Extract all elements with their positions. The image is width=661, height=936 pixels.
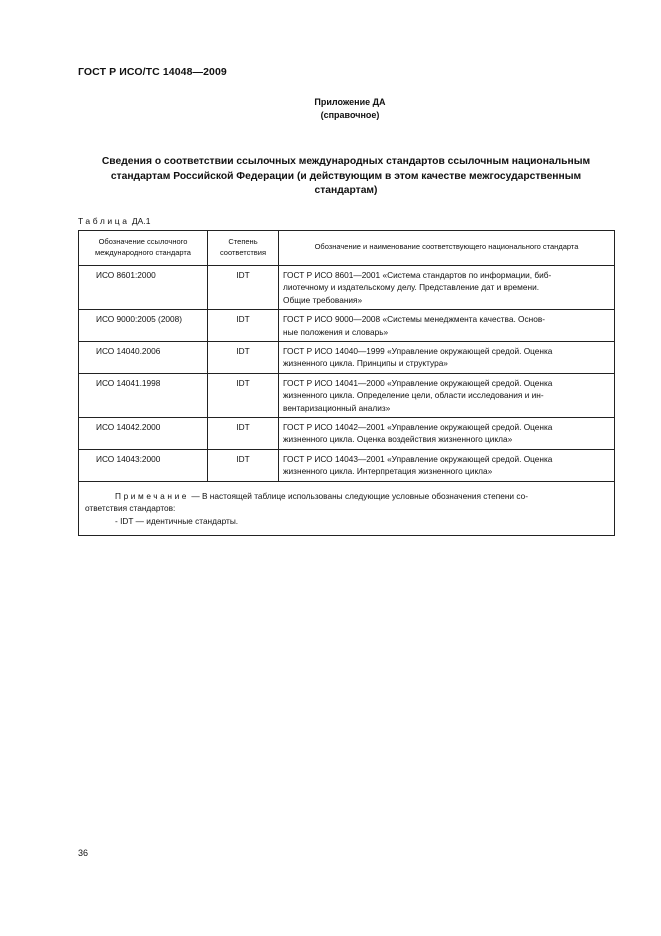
table-caption-number: ДА.1: [131, 216, 151, 226]
header-degree: Степень соответствия: [208, 231, 279, 266]
header-intl-standard: Обозначение ссылочного международного стандарта: [79, 231, 208, 266]
intl-standard-cell: ИСО 8601:2000: [79, 266, 208, 310]
table-caption: [78, 216, 150, 226]
standards-table: [78, 230, 615, 536]
degree-cell: IDT: [208, 373, 279, 417]
national-standard-cell: ГОСТ Р ИСО 14041—2000 «Управление окружающей средой. Оценка жизненного цикла. Определение цели, области исследования и ин- вентаризационный анализ»: [279, 373, 615, 417]
intl-standard-cell: ИСО 9000:2005 (2008): [79, 310, 208, 342]
section-title-line: стандартам Российской Федерации (и действующим в этом качестве межгосударственным: [110, 170, 582, 182]
section-title-line: Сведения о соответствии ссылочных международных стандартов ссылочным национальным: [101, 156, 591, 167]
page-number: 36: [78, 848, 89, 858]
document-id: ГОСТ Р ИСО/ТС 14048—2009: [78, 66, 227, 78]
national-standard-cell: ГОСТ Р ИСО 14042—2001 «Управление окружающей средой. Оценка жизненного цикла. Оценка воздействия жизненного цикла»: [279, 418, 615, 450]
degree-cell: IDT: [208, 266, 279, 310]
intl-standard-cell: ИСО 14040.2006: [79, 342, 208, 374]
intl-standard-cell: ИСО 14043:2000: [79, 449, 208, 481]
table-note-row: [79, 481, 615, 535]
note-line: ответствия стандартов:: [85, 503, 176, 514]
degree-cell: IDT: [208, 418, 279, 450]
annex-title: Приложение ДА: [314, 97, 386, 107]
degree-cell: IDT: [208, 449, 279, 481]
table-row: [79, 418, 615, 450]
intl-standard-cell: ИСО 14042.2000: [79, 418, 208, 450]
national-standard-cell: ГОСТ Р ИСО 14040—1999 «Управление окружающей средой. Оценка жизненного цикла. Принципы и структура»: [279, 342, 615, 374]
note-line: [85, 490, 608, 502]
table-header-row: [79, 231, 615, 266]
table-note: [79, 481, 615, 535]
degree-cell: IDT: [208, 342, 279, 374]
annex-subtitle: (справочное): [320, 110, 380, 120]
annex-heading: [0, 96, 661, 122]
header-national-standard: Обозначение и наименование соответствующего национального стандарта: [279, 231, 615, 266]
table-row: [79, 373, 615, 417]
intl-standard-cell: ИСО 14041.1998: [79, 373, 208, 417]
degree-cell: IDT: [208, 310, 279, 342]
table-caption-label: Таблица: [78, 216, 130, 226]
national-standard-cell: ГОСТ Р ИСО 8601—2001 «Система стандартов по информации, биб- лиотечному и издательскому делу. Представление дат и времени. Общие требования»: [279, 266, 615, 310]
table-row: [79, 266, 615, 310]
section-title: [78, 155, 614, 199]
note-item: - IDT — идентичные стандарты.: [115, 515, 239, 526]
table-row: [79, 342, 615, 374]
table-row: [79, 310, 615, 342]
note-label: Примечание: [115, 490, 190, 501]
national-standard-cell: ГОСТ Р ИСО 9000—2008 «Системы менеджмента качества. Основ- ные положения и словарь»: [279, 310, 615, 342]
section-title-line: стандартам): [314, 185, 378, 196]
table-row: [79, 449, 615, 481]
national-standard-cell: ГОСТ Р ИСО 14043—2001 «Управление окружающей средой. Оценка жизненного цикла. Интерпретация жизненного цикла»: [279, 449, 615, 481]
note-text: — В настоящей таблице использованы следующие условные обозначения степени со-: [189, 490, 528, 501]
